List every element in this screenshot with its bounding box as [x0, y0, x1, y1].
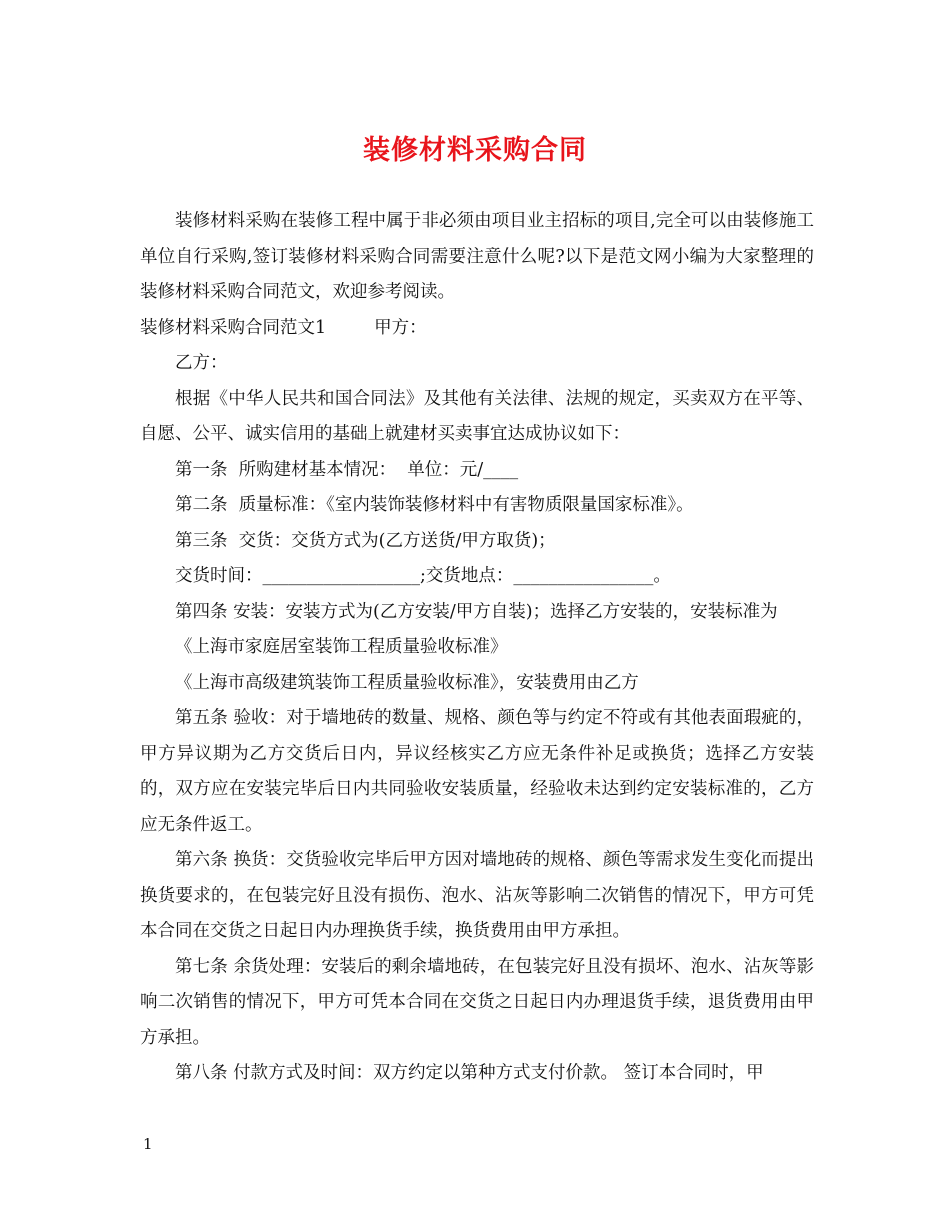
article-8: 第八条 付款方式及时间：双方约定以第种方式支付价款。 签订本合同时，甲: [175, 1063, 764, 1083]
party-a-label: 甲方：: [374, 317, 427, 338]
document-title: 装修材料采购合同: [363, 135, 587, 166]
article-7: 第七条 余货处理：安装后的剩余墙地砖，在包装完好且没有损坏、泡水、沾灰等影响二次销售的情况下，甲方可凭本合同在交货之日起日内办理退货手续，退货费用由甲方承担。: [140, 956, 814, 1048]
standard-2: 《上海市高级建筑装饰工程质量验收标准》，安装费用由乙方: [175, 672, 639, 693]
article-5: 第五条 验收：对于墙地砖的数量、规格、颜色等与约定不符或有其他表面瑕疵的，甲方异议期为乙方交货后日内，异议经核实乙方应无条件补足或换货；选择乙方安装的，双方应在安装完毕后日内共同验收安装质量，经验收未达到约定安装标准的，乙方应无条件返工。: [140, 708, 814, 835]
article-6: 第六条 换货：交货验收完毕后甲方因对墙地砖的规格、颜色等需求发生变化而提出换货要求的，在包装完好且没有损伤、泡水、沾灰等影响二次销售的情况下，甲方可凭本合同在交货之日起日内办理换货手续，换货费用由甲方承担。: [140, 850, 814, 941]
page-number: 1: [143, 1135, 153, 1153]
sample-heading-line: [140, 311, 814, 347]
sample-heading: 装修材料采购合同范文1: [140, 317, 327, 338]
article-1: 第一条 所购建材基本情况： 单位：元/____: [175, 459, 519, 480]
preamble-paragraph: 根据《中华人民共和国合同法》及其他有关法律、法规的规定，买卖双方在平等、自愿、公平、诚实信用的基础上就建材买卖事宜达成协议如下：: [140, 388, 814, 444]
intro-paragraph: 装修材料采购在装修工程中属于非必须由项目业主招标的项目,完全可以由装修施工单位自行采购,签订装修材料采购合同需要注意什么呢?以下是范文网小编为大家整理的装修材料采购合同范文，欢迎参考阅读。: [140, 211, 814, 302]
article-4: 第四条 安装：安装方式为(乙方安装/甲方自装)；选择乙方安装的，安装标准为: [175, 601, 778, 622]
article-3: 第三条 交货：交货方式为(乙方送货/甲方取货)；: [175, 530, 556, 551]
article-2: 第二条 质量标准：《室内装饰装修材料中有害物质限量国家标准》。: [175, 495, 694, 515]
document-body: [140, 204, 814, 1092]
delivery-line: 交货时间：__________________;交货地点：________________。: [175, 566, 671, 586]
standard-1: 《上海市家庭居室装饰工程质量验收标准》: [175, 637, 508, 657]
party-b-label: 乙方：: [175, 353, 228, 373]
